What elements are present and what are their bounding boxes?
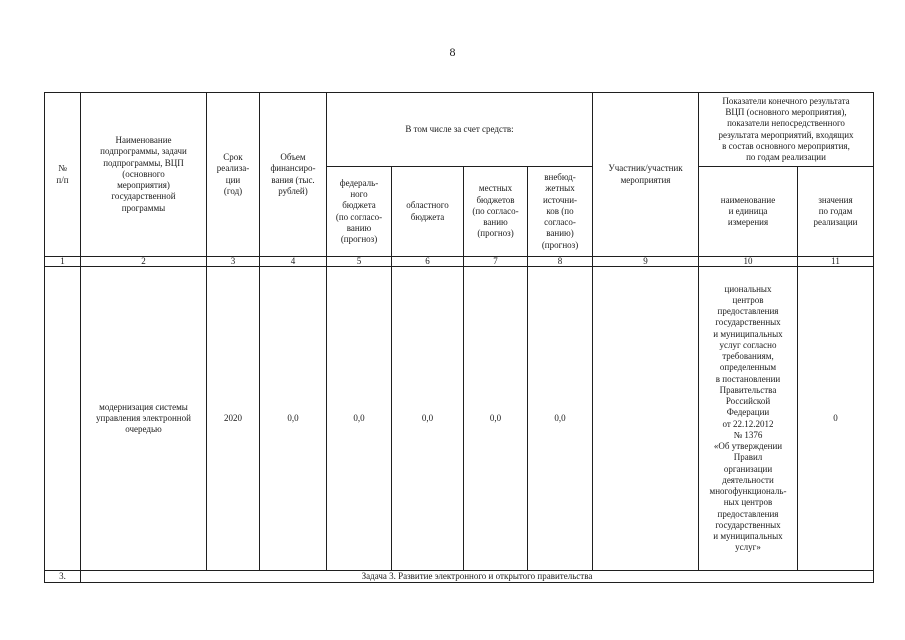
column-number: 8 <box>528 257 593 267</box>
column-numbers-row <box>45 257 874 267</box>
row-indicator-values: 0 <box>798 267 874 571</box>
column-number: 9 <box>593 257 699 267</box>
row-term: 2020 <box>207 267 260 571</box>
header-local: местных бюджетов (по согласо- ванию (прогноз) <box>464 167 528 257</box>
column-number: 5 <box>327 257 392 267</box>
row-indicator-name: циональных центров предоставления государственных и муниципальных услуг согласно требованиям, определенным в постановлении Правительства Российской Федерации от 22.12.2012 № 1376 «Об утверждении Правил организации деятельности многофункциональ- ных центров предоставления государственных и муниципальных услуг» <box>699 267 798 571</box>
row-offbudget: 0,0 <box>528 267 593 571</box>
row-local: 0,0 <box>464 267 528 571</box>
header-regional: областного бюджета <box>392 167 464 257</box>
header-term: Срок реализа- ции (год) <box>207 93 260 257</box>
task-row <box>45 571 874 583</box>
row-name: модернизация системы управления электронной очередью <box>81 267 207 571</box>
column-number: 11 <box>798 257 874 267</box>
column-number: 10 <box>699 257 798 267</box>
header-name: Наименование подпрограммы, задачи подпрограммы, ВЦП (основного мероприятия) государственной программы <box>81 93 207 257</box>
header-indicators-group: Показатели конечного результата ВЦП (основного мероприятия), показатели непосредственного результата мероприятий, входящих в состав основного мероприятия, по годам реализации <box>699 93 874 167</box>
header-offbudget: внебюд- жетных источни- ков (по согласо- ванию) (прогноз) <box>528 167 593 257</box>
header-indicator-values: значения по годам реализации <box>798 167 874 257</box>
header-federal: федераль- ного бюджета (по согласо- ванию (прогноз) <box>327 167 392 257</box>
column-number: 3 <box>207 257 260 267</box>
table-row <box>45 267 874 571</box>
column-number: 7 <box>464 257 528 267</box>
task-num: 3. <box>45 571 81 583</box>
row-regional: 0,0 <box>392 267 464 571</box>
column-number: 2 <box>81 257 207 267</box>
header-sources-group: В том числе за счет средств: <box>327 93 593 167</box>
row-num <box>45 267 81 571</box>
header-num: № п/п <box>45 93 81 257</box>
column-number: 6 <box>392 257 464 267</box>
column-number: 1 <box>45 257 81 267</box>
header-volume: Объем финансиро- вания (тыс. рублей) <box>260 93 327 257</box>
program-table <box>44 92 874 583</box>
row-volume: 0,0 <box>260 267 327 571</box>
row-participant <box>593 267 699 571</box>
header-indicator-name: наименование и единица измерения <box>699 167 798 257</box>
column-number: 4 <box>260 257 327 267</box>
task-text: Задача 3. Развитие электронного и открытого правительства <box>81 571 874 583</box>
row-federal: 0,0 <box>327 267 392 571</box>
page-number: 8 <box>449 45 456 59</box>
header-participant: Участник/участник мероприятия <box>593 93 699 257</box>
